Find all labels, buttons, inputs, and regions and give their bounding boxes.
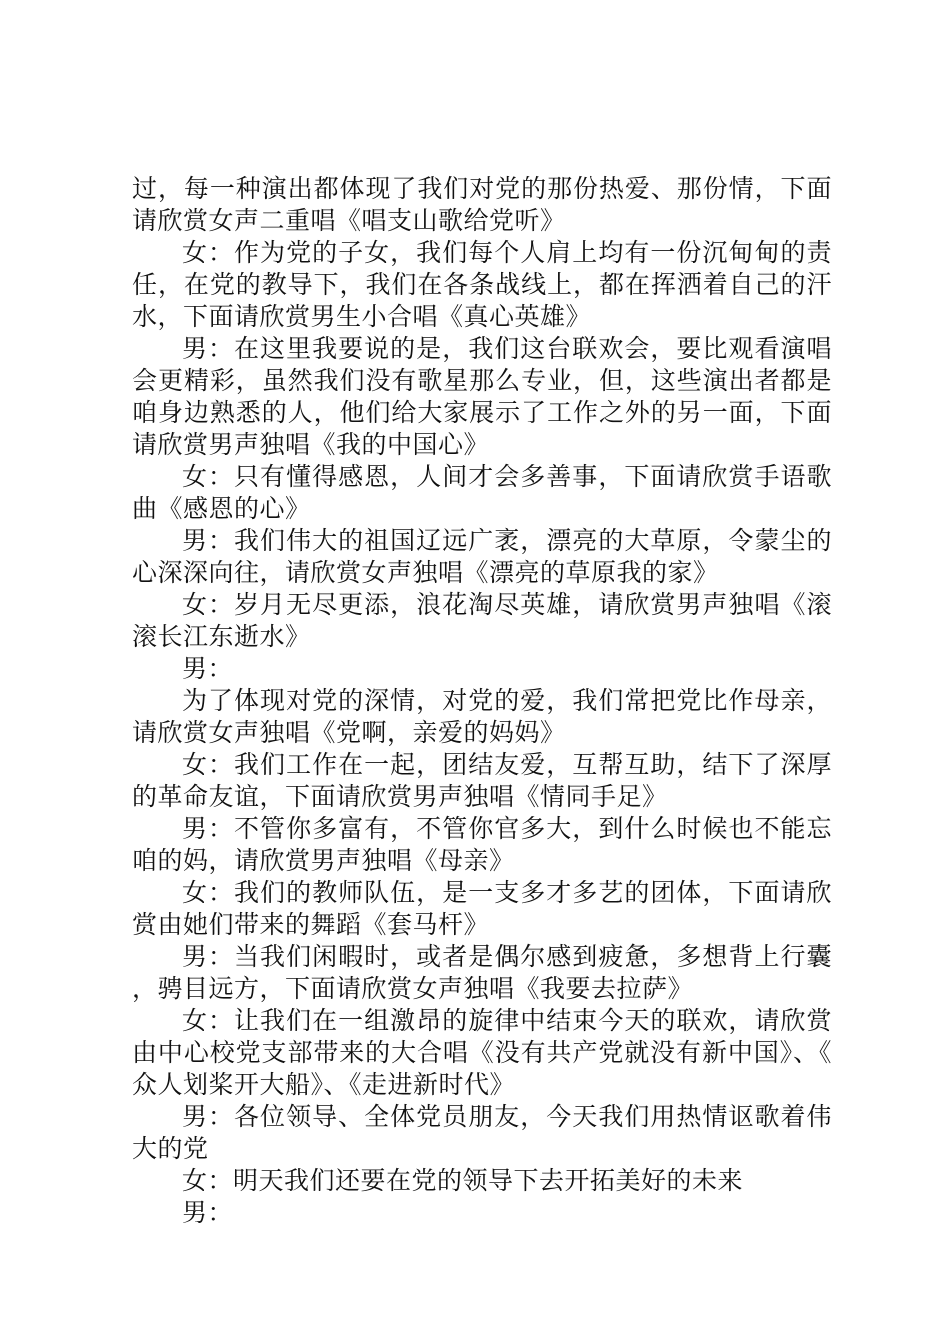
paragraph-male-host: 男：不管你多富有，不管你官多大，到什么时候也不能忘咱的妈，请欣赏男声独唱《母亲》 <box>132 814 832 875</box>
paragraph-female-host: 女：作为党的子女，我们每个人肩上均有一份沉甸甸的责任，在党的教导下，我们在各条战线上，都在挥洒着自己的汗水，下面请欣赏男生小合唱《真心英雄》 <box>132 238 832 331</box>
paragraph-female-host: 女：只有懂得感恩，人间才会多善事，下面请欣赏手语歌曲《感恩的心》 <box>132 462 832 523</box>
paragraph-female-host: 女：我们的教师队伍，是一支多才多艺的团体，下面请欣赏由她们带来的舞蹈《套马杆》 <box>132 878 832 939</box>
paragraph-female-host: 女：明天我们还要在党的领导下去开拓美好的未来 <box>182 1166 744 1195</box>
paragraph-intro-continuation: 过，每一种演出都体现了我们对党的那份热爱、那份情，下面请欣赏女声二重唱《唱支山歌给党听》 <box>132 174 832 235</box>
paragraph-male-host-label: 男： <box>182 654 234 683</box>
paragraph-male-host: 男：在这里我要说的是，我们这台联欢会，要比观看演唱会更精彩，虽然我们没有歌星那么专业，但，这些演出者都是咱身边熟悉的人，他们给大家展示了工作之外的另一面，下面请欣赏男声独唱《我的中国心》 <box>132 334 832 459</box>
paragraph-male-host: 男：我们伟大的祖国辽远广袤，漂亮的大草原，令蒙尘的心深深向往，请欣赏女声独唱《漂亮的草原我的家》 <box>132 526 832 587</box>
document-body <box>132 173 832 1229</box>
paragraph-male-host-label: 男： <box>182 1198 234 1227</box>
paragraph-male-host: 男：各位领导、全体党员朋友，今天我们用热情讴歌着伟大的党 <box>132 1102 832 1163</box>
paragraph-female-host: 女：让我们在一组激昂的旋律中结束今天的联欢，请欣赏由中心校党支部带来的大合唱《没有共产党就没有新中国》、《众人划桨开大船》、《走进新时代》 <box>132 1006 832 1099</box>
paragraph-male-host: 男：当我们闲暇时，或者是偶尔感到疲惫，多想背上行囊，骋目远方，下面请欣赏女声独唱《我要去拉萨》 <box>132 942 832 1003</box>
paragraph-male-host: 为了体现对党的深情，对党的爱，我们常把党比作母亲，请欣赏女声独唱《党啊，亲爱的妈妈》 <box>132 686 832 747</box>
paragraph-female-host: 女：岁月无尽更添，浪花淘尽英雄，请欣赏男声独唱《滚滚长江东逝水》 <box>132 590 832 651</box>
paragraph-female-host: 女：我们工作在一起，团结友爱，互帮互助，结下了深厚的革命友谊，下面请欣赏男声独唱《情同手足》 <box>132 750 832 811</box>
